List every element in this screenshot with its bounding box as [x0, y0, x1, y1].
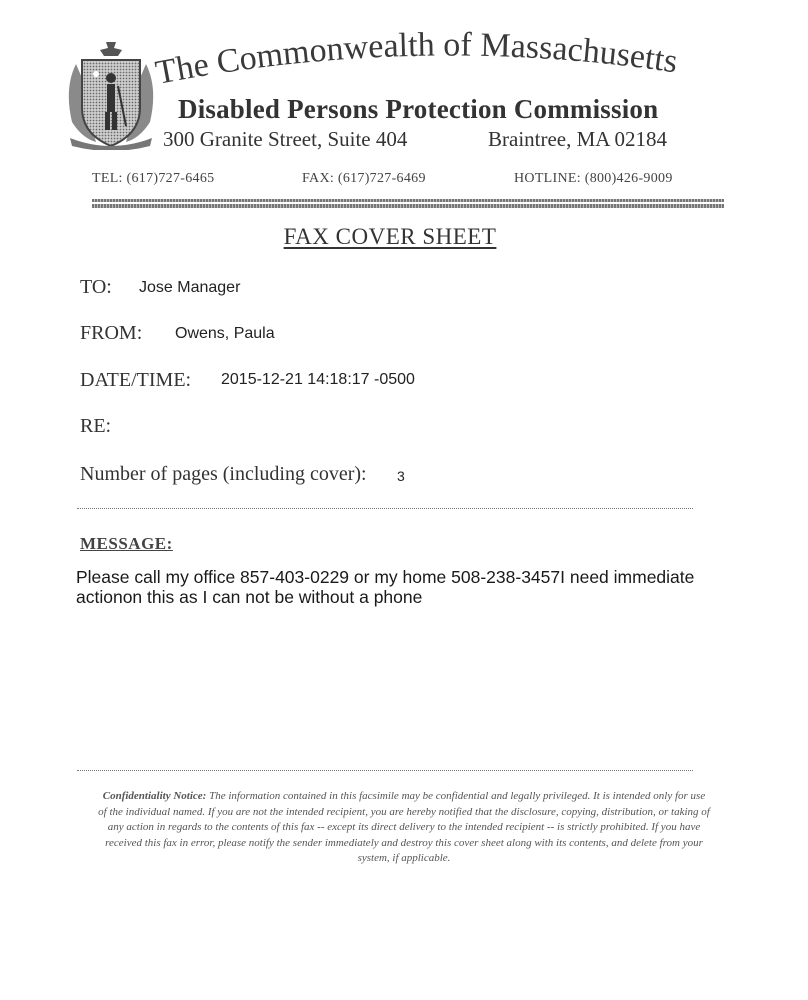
to-label: TO: [80, 276, 112, 298]
agency-name: Disabled Persons Protection Commission [178, 94, 659, 124]
commonwealth-title-text: The Commonwealth of Massachusetts [152, 26, 680, 92]
datetime-value: 2015-12-21 14:18:17 -0500 [221, 371, 415, 388]
fax-number: FAX: (617)727-6469 [302, 171, 426, 186]
message-divider-top [77, 508, 693, 509]
telephone-number: TEL: (617)727-6465 [92, 171, 215, 186]
pages-label: Number of pages (including cover): [80, 463, 367, 485]
message-divider-bottom [77, 770, 693, 771]
message-label: MESSAGE: [80, 534, 173, 553]
pages-value: 3 [397, 468, 405, 484]
message-body: Please call my office 857-403-0229 or my home 508-238-3457I need immediate actionon this as I can not be without a phone [76, 567, 695, 607]
confidentiality-notice [98, 789, 710, 867]
header-divider [92, 199, 724, 208]
commonwealth-title [150, 22, 750, 102]
svg-text:The Commonwealth of Massachuse [153, 26, 680, 91]
notice-heading: Confidentiality Notice: [102, 790, 207, 802]
to-value: Jose Manager [139, 279, 241, 296]
city-address: Braintree, MA 02184 [488, 127, 668, 151]
notice-text: The information contained in this facsimile may be confidential and legally privileged. It is intended only for use of the individual named. If you are not the intended recipient, you are hereby notified that the disclosure, copying, distribution, or taking of any action in regards to the contents of this fax -- except its direct delivery to the intended recipient -- is strictly prohibited. If you have received this fax in error, please notify the sender immediately and destroy this cover sheet along with its contents, and delete from your system, if applicable. [98, 790, 710, 864]
from-label: FROM: [80, 322, 143, 344]
hotline-number: HOTLINE: (800)426-9009 [514, 171, 673, 186]
state-seal-icon [62, 38, 160, 150]
datetime-label: DATE/TIME: [80, 369, 192, 391]
re-label: RE: [80, 415, 112, 437]
document-title: FAX COVER SHEET [283, 224, 497, 249]
street-address: 300 Granite Street, Suite 404 [163, 127, 408, 151]
from-value: Owens, Paula [175, 325, 275, 342]
